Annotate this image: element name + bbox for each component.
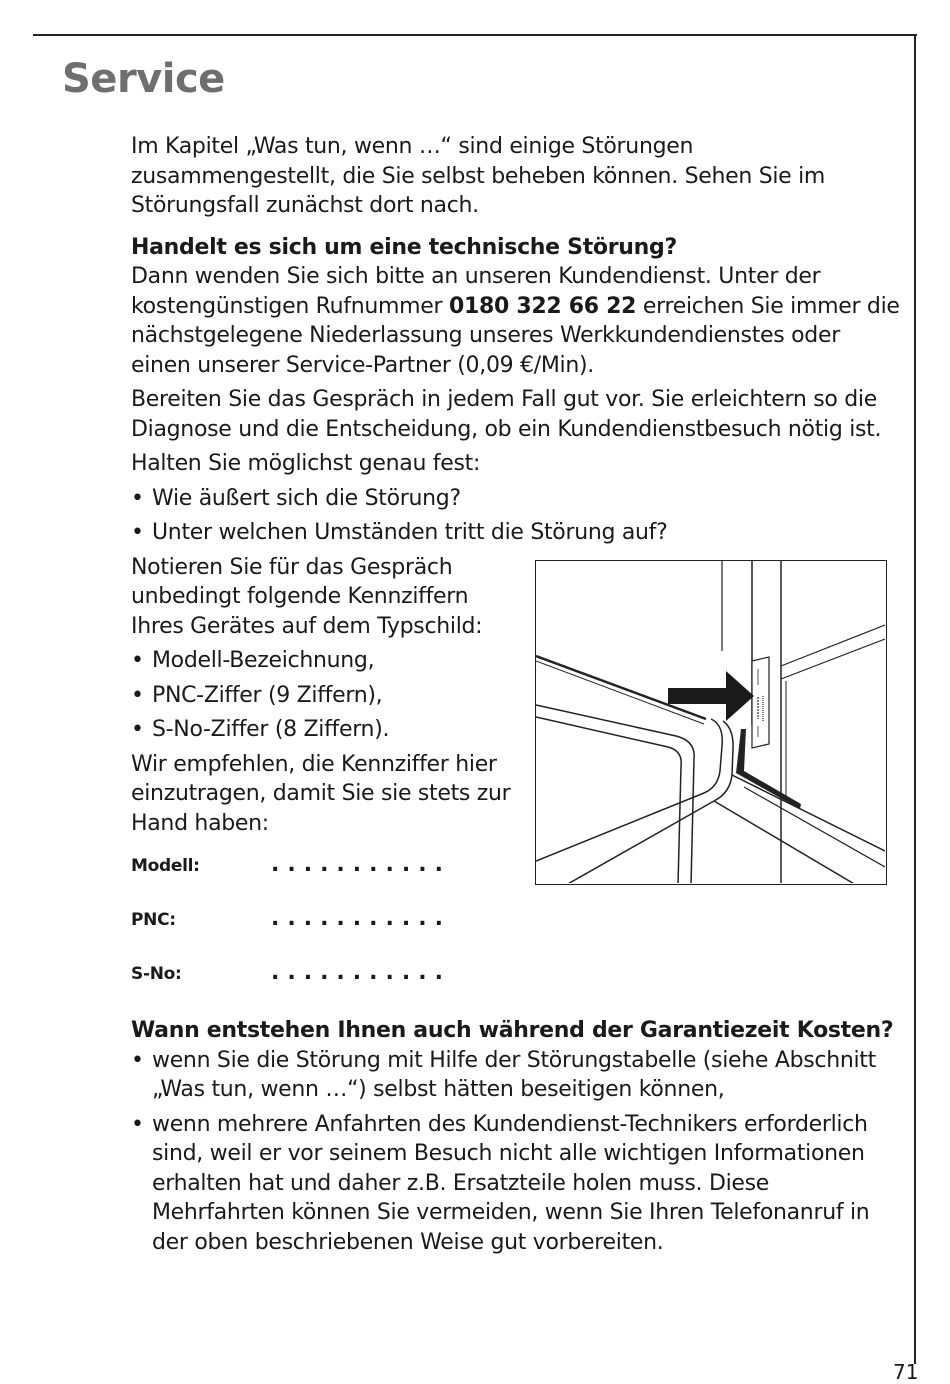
field-label: S-No: (131, 964, 182, 984)
rating-plate-item: • Modell-Bezeichnung, (131, 646, 526, 676)
page-title: Service (62, 56, 225, 102)
technical-text-after: erreichen Sie immer die nächstgelegene Niederlassung unseres Werkkundendienstes oder einen unserer Service-Partner (0,09 €/Min). (131, 293, 900, 378)
costs-item: • wenn mehrere Anfahrten des Kundendienst-Technikers erforderlich sind, weil er vor seinem Besuch nicht alle wichtigen Informationen erhalten hat und daher z.B. Ersatzteile holen muss. Diese Mehrfahrten können Sie vermeiden, wenn Sie Ihren Telefonanruf in der oben beschriebenen Weise gut vorbereiten. (131, 1110, 901, 1258)
costs-item: • wenn Sie die Störung mit Hilfe der Störungstabelle (siehe Abschnitt „Was tun, wenn …“) selbst hätten beseitigen können, (131, 1046, 901, 1105)
costs-heading: Wann entstehen Ihnen auch während der Garantiezeit Kosten? (131, 1018, 894, 1043)
technical-text-before: Dann wenden Sie sich bitte an unseren Kundendienst. Unter der kostengünstigen Rufnummer (131, 264, 821, 319)
intro-paragraph: Im Kapitel „Was tun, wenn …“ sind einige Störungen zusammengestellt, die Sie selbst beheben können. Sehen Sie im Störungsfall zunächst dort nach. (131, 134, 826, 218)
field-dots: ........... (271, 906, 451, 931)
rating-plate-intro: Notieren Sie für das Gespräch unbedingt folgende Kennziffern Ihres Gerätes auf dem Typschild: (131, 554, 483, 639)
service-phone-number: 0180 322 66 22 (448, 293, 637, 319)
field-dots: ........... (271, 852, 451, 877)
field-row-pnc (131, 906, 901, 960)
question-item: • Unter welchen Umständen tritt die Störung auf? (131, 518, 901, 548)
field-row-sno (131, 960, 901, 1014)
field-dots: ........... (271, 960, 451, 985)
top-rule (33, 34, 917, 36)
rating-plate-illustration (535, 560, 887, 885)
rating-plate-section (131, 553, 526, 839)
right-rule (914, 34, 916, 1364)
field-label: Modell: (131, 856, 200, 876)
recommend-paragraph: Wir empfehlen, die Kennziffer hier einzutragen, damit Sie sie stets zur Hand haben: (131, 751, 511, 836)
rating-plate-item: • S-No-Ziffer (8 Ziffern). (131, 715, 526, 745)
technical-heading: Handelt es sich um eine technische Störung? (131, 234, 677, 260)
prepare-paragraph: Bereiten Sie das Gespräch in jedem Fall gut vor. Sie erleichtern so die Diagnose und die Entscheidung, ob ein Kundendienstbesuch nötig ist. (131, 387, 882, 442)
note-intro: Halten Sie möglichst genau fest: (131, 451, 481, 476)
technical-paragraph (131, 262, 901, 380)
question-item: • Wie äußert sich die Störung? (131, 484, 901, 514)
rating-plate-item: • PNC-Ziffer (9 Ziffern), (131, 681, 526, 711)
oven-interior-drawing (536, 561, 885, 883)
field-label: PNC: (131, 910, 176, 930)
page-number: 71 (893, 1360, 919, 1384)
